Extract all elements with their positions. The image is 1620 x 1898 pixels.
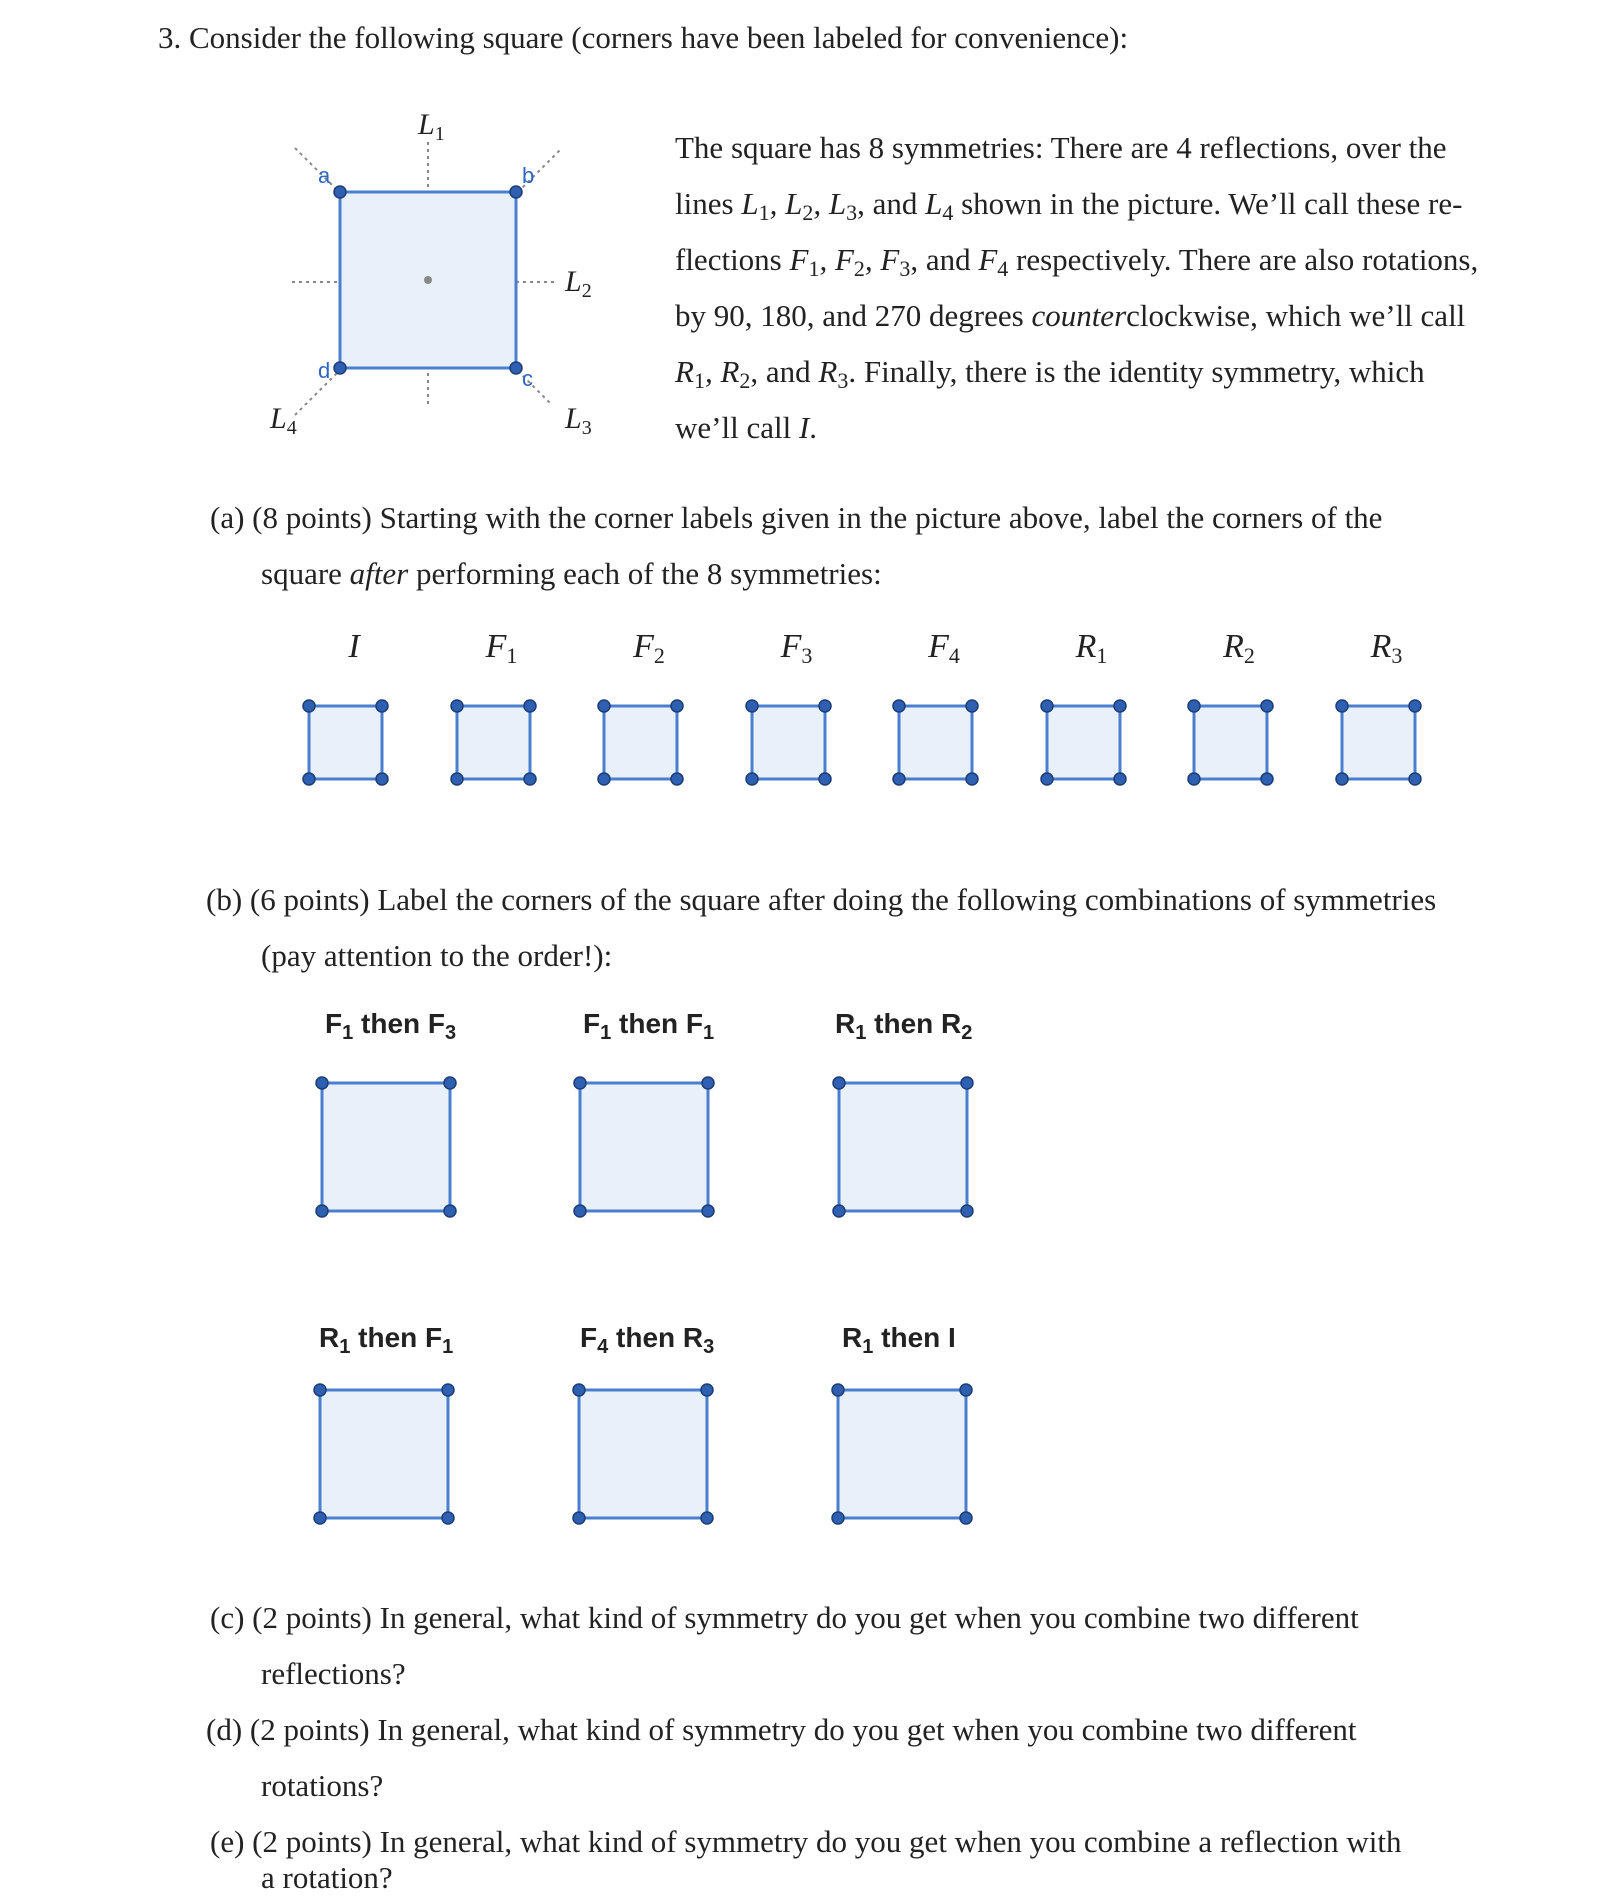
square-outline <box>1342 706 1415 779</box>
corner-dot[interactable] <box>524 700 536 712</box>
corner-dot[interactable] <box>451 700 463 712</box>
square-outline <box>322 1083 450 1211</box>
corner-dot[interactable] <box>598 700 610 712</box>
corner-dot[interactable] <box>1188 700 1200 712</box>
square-outline <box>580 1083 708 1211</box>
symmetry-label: $R_3$ <box>1370 628 1403 668</box>
square-outline <box>839 1083 967 1211</box>
corner-dot[interactable] <box>574 1205 586 1217</box>
part-d-line-1: (d) (2 points) In general, what kind of symmetry do you get when you combine two different <box>206 1712 1357 1747</box>
symmetry-label: $F_4$ <box>928 628 960 668</box>
square-outline <box>309 706 382 779</box>
part-c-line-2: reflections? <box>261 1656 406 1691</box>
corner-dot[interactable] <box>701 1384 713 1396</box>
combination-label: $F_4$ then $R_3$ <box>580 1322 715 1358</box>
corner-dot[interactable] <box>833 1077 845 1089</box>
square-outline <box>604 706 677 779</box>
corner-dot-c <box>510 362 522 374</box>
corner-dot[interactable] <box>316 1205 328 1217</box>
corner-label-b: b <box>522 163 535 188</box>
corner-dot[interactable] <box>1041 700 1053 712</box>
corner-dot[interactable] <box>1114 773 1126 785</box>
intro-line-2: lines $L_1$, $L_2$, $L_3$, and $L_4$ shown in the picture. We’ll call these re- <box>675 186 1463 225</box>
corner-dot[interactable] <box>893 773 905 785</box>
corner-dot[interactable] <box>1261 700 1273 712</box>
square-outline <box>579 1390 707 1518</box>
corner-dot[interactable] <box>893 700 905 712</box>
corner-dot[interactable] <box>442 1384 454 1396</box>
combination-square <box>310 1380 458 1528</box>
combination-square <box>569 1380 717 1528</box>
symmetry-label: $F_1$ <box>485 628 518 668</box>
corner-dot[interactable] <box>444 1205 456 1217</box>
corner-dot[interactable] <box>1188 773 1200 785</box>
corner-dot[interactable] <box>1336 773 1348 785</box>
square-outline <box>752 706 825 779</box>
corner-dot[interactable] <box>746 773 758 785</box>
square-outline <box>320 1390 448 1518</box>
corner-label-c: c <box>522 366 533 391</box>
corner-dot[interactable] <box>451 773 463 785</box>
corner-dot[interactable] <box>303 773 315 785</box>
center-point <box>424 276 432 284</box>
corner-dot[interactable] <box>961 1077 973 1089</box>
square-outline <box>1047 706 1120 779</box>
corner-label-a: a <box>318 163 331 188</box>
corner-dot[interactable] <box>598 773 610 785</box>
corner-dot[interactable] <box>444 1077 456 1089</box>
symmetry-square <box>447 696 540 789</box>
corner-dot[interactable] <box>1336 700 1348 712</box>
corner-dot[interactable] <box>376 700 388 712</box>
intro-line-5: $R_1$, $R_2$, and $R_3$. Finally, there is the identity symmetry, which <box>675 354 1425 393</box>
corner-dot[interactable] <box>960 1512 972 1524</box>
main-square-figure <box>0 0 1 1</box>
symmetry-square <box>889 696 982 789</box>
square-outline <box>838 1390 966 1518</box>
corner-dot[interactable] <box>671 700 683 712</box>
corner-dot[interactable] <box>833 1205 845 1217</box>
symmetry-square <box>1037 696 1130 789</box>
symmetry-square <box>594 696 687 789</box>
part-d-line-2: rotations? <box>261 1768 384 1803</box>
corner-label-d: d <box>318 358 331 383</box>
line-label-L3: $L_3$ <box>565 402 592 439</box>
part-e-line-2: a rotation? <box>261 1860 393 1895</box>
part-a-line-1: (a) (8 points) Starting with the corner labels given in the picture above, label the corners of the <box>210 500 1383 535</box>
intro-line-4: by 90, 180, and 270 degrees counterclockwise, which we’ll call <box>675 298 1466 333</box>
part-c-line-1: (c) (2 points) In general, what kind of symmetry do you get when you combine two different <box>210 1600 1359 1635</box>
symmetry-label: $F_2$ <box>633 628 665 668</box>
combination-square <box>570 1073 718 1221</box>
corner-dot[interactable] <box>746 700 758 712</box>
corner-dot[interactable] <box>819 773 831 785</box>
corner-dot[interactable] <box>832 1384 844 1396</box>
corner-dot[interactable] <box>819 700 831 712</box>
corner-dot[interactable] <box>960 1384 972 1396</box>
corner-dot[interactable] <box>832 1512 844 1524</box>
intro-line-1: The square has 8 symmetries: There are 4 reflections, over the <box>675 130 1447 165</box>
symmetry-label: $R_1$ <box>1075 628 1108 668</box>
combination-label: $R_1$ then $F_1$ <box>319 1322 454 1358</box>
corner-dot[interactable] <box>1261 773 1273 785</box>
square-outline <box>457 706 530 779</box>
symmetry-square <box>1184 696 1277 789</box>
symmetry-square <box>299 696 392 789</box>
corner-dot[interactable] <box>966 700 978 712</box>
part-b-line-1: (b) (6 points) Label the corners of the square after doing the following combinations of symmetries <box>206 882 1437 917</box>
corner-dot[interactable] <box>1041 773 1053 785</box>
part-e-line-1: (e) (2 points) In general, what kind of symmetry do you get when you combine a reflection with <box>210 1824 1402 1859</box>
question-heading: 3. Consider the following square (corners have been labeled for convenience): <box>158 20 1129 55</box>
part-a-line-2: square after performing each of the 8 symmetries: <box>261 556 882 591</box>
line-label-L1: $L_1$ <box>418 108 445 145</box>
square-outline <box>1194 706 1267 779</box>
corner-dot[interactable] <box>966 773 978 785</box>
intro-line-3: flections $F_1$, $F_2$, $F_3$, and $F_4$ respectively. There are also rotations, <box>675 242 1479 281</box>
corner-dot[interactable] <box>702 1205 714 1217</box>
corner-dot[interactable] <box>573 1384 585 1396</box>
part-b-line-2: (pay attention to the order!): <box>261 938 613 973</box>
combination-label: $R_1$ then $R_2$ <box>835 1008 973 1044</box>
corner-dot[interactable] <box>442 1512 454 1524</box>
symmetry-square <box>742 696 835 789</box>
combination-square <box>829 1073 977 1221</box>
combination-square <box>312 1073 460 1221</box>
corner-dot[interactable] <box>701 1512 713 1524</box>
symmetry-label: I <box>348 628 360 665</box>
combination-square <box>828 1380 976 1528</box>
corner-dot[interactable] <box>671 773 683 785</box>
line-label-L2: $L_2$ <box>565 265 592 302</box>
combination-label: $F_1$ then $F_3$ <box>325 1008 457 1044</box>
corner-dot-a <box>334 186 346 198</box>
symmetry-label: $F_3$ <box>780 628 813 668</box>
corner-dot[interactable] <box>524 773 536 785</box>
intro-line-6: we’ll call I. <box>675 410 818 445</box>
corner-dot[interactable] <box>961 1205 973 1217</box>
combination-label: $F_1$ then $F_1$ <box>583 1008 715 1044</box>
corner-dot-d <box>334 362 346 374</box>
corner-dot[interactable] <box>702 1077 714 1089</box>
corner-dot-b <box>510 186 522 198</box>
corner-dot[interactable] <box>1409 700 1421 712</box>
corner-dot[interactable] <box>1409 773 1421 785</box>
corner-dot[interactable] <box>574 1077 586 1089</box>
symmetry-label: $R_2$ <box>1223 628 1255 668</box>
square-outline <box>899 706 972 779</box>
combination-label: $R_1$ then I <box>842 1322 956 1358</box>
symmetry-square <box>1332 696 1425 789</box>
corner-dot[interactable] <box>316 1077 328 1089</box>
corner-dot[interactable] <box>303 700 315 712</box>
corner-dot[interactable] <box>314 1512 326 1524</box>
line-label-L4: $L_4$ <box>270 402 297 439</box>
corner-dot[interactable] <box>573 1512 585 1524</box>
corner-dot[interactable] <box>1114 700 1126 712</box>
corner-dot[interactable] <box>314 1384 326 1396</box>
corner-dot[interactable] <box>376 773 388 785</box>
